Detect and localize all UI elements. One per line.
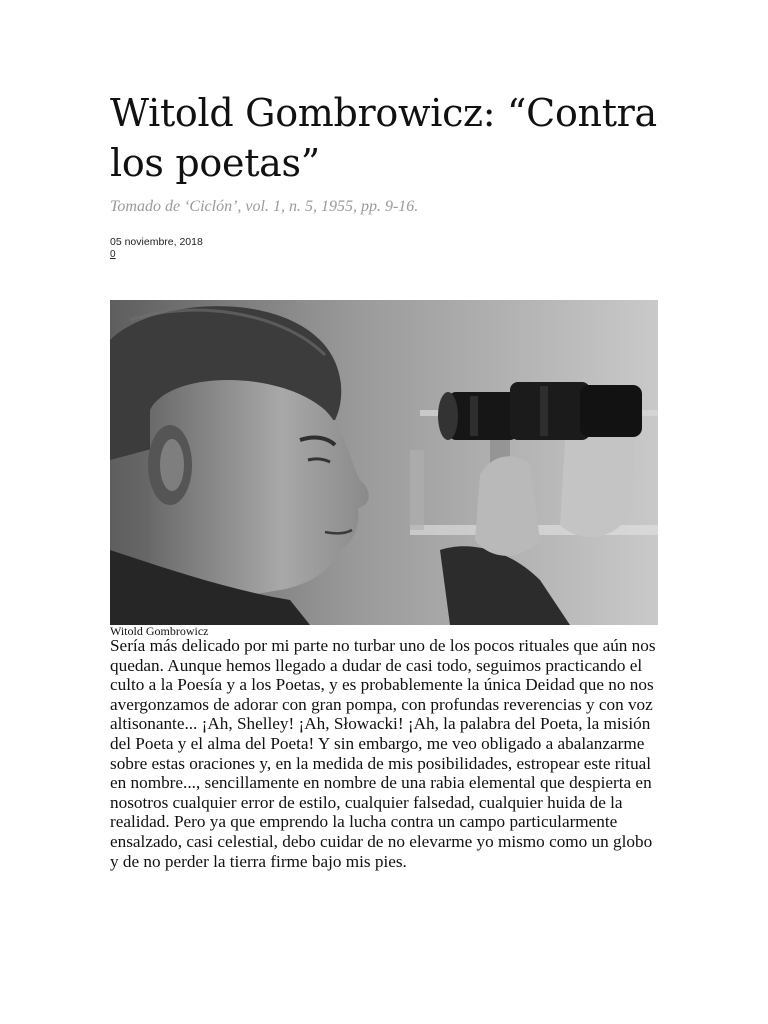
publish-date: 05 noviembre, 2018 (110, 236, 203, 248)
comments-count-link[interactable]: 0 (110, 249, 116, 260)
article-subtitle: Tomado de ‘Ciclón’, vol. 1, n. 5, 1955, pp. 9-16. (110, 198, 419, 215)
article-body-paragraph: Sería más delicado por mi parte no turbar uno de los pocos rituales que aún nos quedan. Aunque hemos llegado a dudar de casi todo, seguimos practicando el culto a la Poesía y a los Poetas, y es probablemente la única Deidad que no nos avergonzamos de adorar con gran pompa, con profundas reverencias y con voz altisonante... ¡Ah, Shelley! ¡Ah, Słowacki! ¡Ah, la palabra del Poeta, la misión del Poeta y el alma del Poeta! Y sin embargo, me veo obligado a abalanzarme sobre estas oraciones y, en la medida de mis posibilidades, estropear este ritual en nombre..., sencillamente en nombre de una rabia elemental que despierta en nosotros cualquier error de estilo, cualquier falsedad, cualquier huida de la realidad. Pero ya que emprendo la lucha contra un campo particularmente ensalzado, casi celestial, debo cuidar de no elevarme yo mismo como un globo y de no perder la tierra firme bajo mis pies. (110, 636, 656, 871)
article-title: Witold Gombrowicz: “Contra los poetas” (110, 91, 657, 185)
portrait-image (110, 300, 658, 625)
article-photo (110, 300, 658, 625)
photo-caption: Witold Gombrowicz (110, 624, 209, 638)
